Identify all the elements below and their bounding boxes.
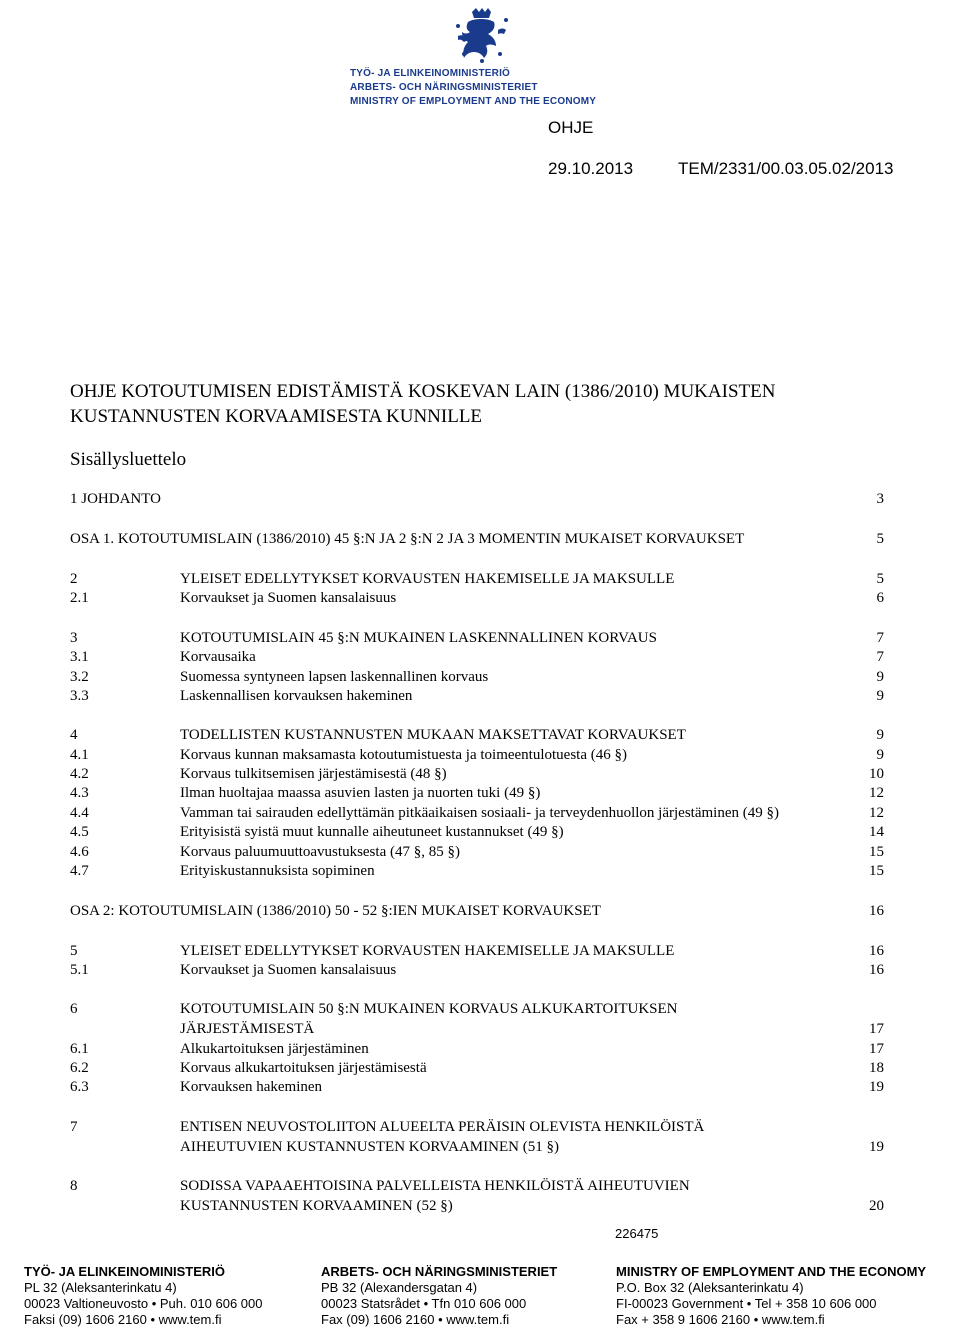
page-title-line-1: OHJE KOTOUTUMISEN EDISTÄMISTÄ KOSKEVAN LAIN (1386/2010) MUKAISTEN (70, 381, 776, 402)
toc-entry-page: 9 (876, 669, 884, 685)
toc-entry-page: 7 (876, 630, 884, 646)
footer-fax-web: Fax (09) 1606 2160 • www.tem.fi (321, 1312, 510, 1327)
footer-heading: ARBETS- OCH NÄRINGSMINISTERIET (321, 1264, 558, 1279)
lion-coat-of-arms-icon (454, 6, 510, 64)
toc-entry (70, 1137, 884, 1157)
toc-entry (70, 1196, 884, 1216)
toc-entry (70, 764, 884, 784)
toc-entry-title: Vamman tai sairauden edellyttämän pitkäaikaisen sosiaali- ja terveydenhuollon järjestäminen (49 §) (180, 805, 779, 821)
toc-entry-number: 2 (70, 571, 78, 587)
toc-entry-title: Erityisistä syistä muut kunnalle aiheutuneet kustannukset (49 §) (180, 824, 564, 840)
toc-entry (70, 901, 884, 921)
toc-entry-page: 12 (869, 785, 884, 801)
toc-entry-number: 3.1 (70, 649, 89, 665)
toc-entry-title: Korvaus paluumuuttoavustuksesta (47 §, 85 §) (180, 844, 460, 860)
footer-heading: MINISTRY OF EMPLOYMENT AND THE ECONOMY (616, 1264, 927, 1279)
toc-entry (70, 783, 884, 803)
toc-entry (70, 686, 884, 706)
toc-entry-title: YLEISET EDELLYTYKSET KORVAUSTEN HAKEMISELLE JA MAKSULLE (180, 943, 675, 959)
toc-entry-title: OSA 1. KOTOUTUMISLAIN (1386/2010) 45 §:N JA 2 §:N 2 JA 3 MOMENTIN MUKAISET KORVAUKSET (70, 531, 745, 547)
toc-entry-title: Ilman huoltajaa maassa asuvien lasten ja nuorten tuki (49 §) (180, 785, 541, 801)
toc-entry-page: 10 (869, 766, 884, 782)
footer-address: PL 32 (Aleksanterinkatu 4) (24, 1280, 177, 1295)
toc-entry-page: 20 (869, 1198, 884, 1214)
toc-entry (70, 1117, 884, 1137)
toc-entry-number: 4.4 (70, 805, 89, 821)
toc-entry (70, 725, 884, 745)
toc-entry-page: 16 (869, 903, 884, 919)
toc-entry-number: 3.3 (70, 688, 89, 704)
logo-text-sv: ARBETS- OCH NÄRINGSMINISTERIET (350, 82, 538, 93)
footer-english (616, 1264, 946, 1328)
toc-entry (70, 861, 884, 881)
toc-entry-title: 1 JOHDANTO (70, 491, 161, 507)
toc-entry-number: 3.2 (70, 669, 89, 685)
toc-entry-page: 16 (869, 943, 884, 959)
toc-entry-number: 6.1 (70, 1041, 89, 1057)
toc-entry (70, 745, 884, 765)
toc-entry-title: KOTOUTUMISLAIN 45 §:N MUKAINEN LASKENNALLINEN KORVAUS (180, 630, 657, 646)
toc-entry-page: 15 (869, 844, 884, 860)
toc-entry (70, 1176, 884, 1196)
document-number: 226475 (615, 1226, 659, 1241)
toc-entry-title: JÄRJESTÄMISESTÄ (180, 1021, 315, 1037)
toc-entry (70, 1039, 884, 1059)
toc-entry-title: Korvaus tulkitsemisen järjestämisestä (48 §) (180, 766, 447, 782)
footer-phone: 00023 Statsrådet • Tfn 010 606 000 (321, 1296, 527, 1311)
toc-entry (70, 999, 884, 1019)
toc-entry-title: YLEISET EDELLYTYKSET KORVAUSTEN HAKEMISELLE JA MAKSULLE (180, 571, 675, 587)
toc-entry-number: 4 (70, 727, 78, 743)
toc-entry-title: TODELLISTEN KUSTANNUSTEN MUKAAN MAKSETTAVAT KORVAUKSET (180, 727, 686, 743)
footer-phone: 00023 Valtioneuvosto • Puh. 010 606 000 (24, 1296, 263, 1311)
toc-entry-title: ENTISEN NEUVOSTOLIITON ALUEELTA PERÄISIN OLEVISTA HENKILÖISTÄ (180, 1119, 705, 1135)
toc-entry (70, 803, 884, 823)
toc-entry-page: 6 (876, 590, 884, 606)
toc-entry-page: 19 (869, 1139, 884, 1155)
document-date: 29.10.2013 (548, 159, 634, 178)
toc-entry (70, 1077, 884, 1097)
toc-entry-title: Erityiskustannuksista sopiminen (180, 863, 375, 879)
logo-text-en: MINISTRY OF EMPLOYMENT AND THE ECONOMY (350, 96, 597, 107)
logo-text-fi: TYÖ- JA ELINKEINOMINISTERIÖ (350, 68, 511, 79)
toc-entry-number: 7 (70, 1119, 78, 1135)
toc-entry-title: Korvaus alkukartoituksen järjestämisestä (180, 1060, 427, 1076)
toc-entry-title: Korvaukset ja Suomen kansalaisuus (180, 962, 397, 978)
toc-entry-page: 18 (869, 1060, 884, 1076)
document-reference: TEM/2331/00.03.05.02/2013 (678, 159, 894, 178)
toc-entry-page: 15 (869, 863, 884, 879)
footer-phone: FI-00023 Government • Tel + 358 10 606 000 (616, 1296, 877, 1311)
toc-entry (70, 667, 884, 687)
toc-entry (70, 588, 884, 608)
toc-entry-number: 4.2 (70, 766, 89, 782)
toc-entry-number: 5 (70, 943, 78, 959)
toc-entry-title: Korvaus kunnan maksamasta kotoutumistuesta ja toimeentulotuesta (46 §) (180, 747, 627, 763)
footer-finnish (24, 1264, 354, 1328)
toc-entry (70, 1019, 884, 1039)
toc-entry-number: 2.1 (70, 590, 89, 606)
toc-entry-page: 17 (869, 1021, 884, 1037)
toc-entry-number: 4.5 (70, 824, 89, 840)
document-type: OHJE (548, 118, 594, 137)
toc-entry-number: 5.1 (70, 962, 89, 978)
toc-entry-page: 3 (876, 491, 884, 507)
toc-entry-page: 17 (869, 1041, 884, 1057)
toc-entry (70, 647, 884, 667)
toc-entry-page: 7 (876, 649, 884, 665)
toc-entry (70, 628, 884, 648)
toc-entry-number: 3 (70, 630, 78, 646)
toc-entry-number: 4.7 (70, 863, 89, 879)
toc-entry-page: 19 (869, 1079, 884, 1095)
toc-heading: Sisällysluettelo (70, 449, 187, 470)
toc-entry-title: KOTOUTUMISLAIN 50 §:N MUKAINEN KORVAUS ALKUKARTOITUKSEN (180, 1001, 678, 1017)
toc-entry-title: Alkukartoituksen järjestäminen (180, 1041, 369, 1057)
footer-fax-web: Fax + 358 9 1606 2160 • www.tem.fi (616, 1312, 825, 1327)
toc-entry-page: 5 (876, 571, 884, 587)
toc-entry-title: KUSTANNUSTEN KORVAAMINEN (52 §) (180, 1198, 453, 1214)
footer-heading: TYÖ- JA ELINKEINOMINISTERIÖ (24, 1264, 226, 1279)
toc-entry (70, 842, 884, 862)
toc-entry-page: 9 (876, 747, 884, 763)
toc-entry-number: 4.3 (70, 785, 89, 801)
toc-entry-number: 6.3 (70, 1079, 89, 1095)
footer-fax-web: Faksi (09) 1606 2160 • www.tem.fi (24, 1312, 222, 1327)
toc-entry-number: 4.6 (70, 844, 89, 860)
toc-entry-page: 12 (869, 805, 884, 821)
toc-entry-page: 16 (869, 962, 884, 978)
toc-entry-number: 6 (70, 1001, 78, 1017)
toc-entry (70, 822, 884, 842)
footer-address: P.O. Box 32 (Aleksanterinkatu 4) (616, 1280, 804, 1295)
toc-entry-title: SODISSA VAPAAEHTOISINA PALVELLEISTA HENKILÖISTÄ AIHEUTUVIEN (180, 1178, 690, 1194)
toc-entry-page: 5 (876, 531, 884, 547)
toc-entry (70, 569, 884, 589)
toc-entry (70, 941, 884, 961)
toc-entry (70, 489, 884, 509)
footer-address: PB 32 (Alexandersgatan 4) (321, 1280, 478, 1295)
toc-entry-title: Suomessa syntyneen lapsen laskennallinen korvaus (180, 669, 489, 685)
toc-entry-number: 8 (70, 1178, 78, 1194)
toc-entry-page: 9 (876, 727, 884, 743)
page-title-line-2: KUSTANNUSTEN KORVAAMISESTA KUNNILLE (70, 406, 483, 427)
toc-entry (70, 529, 884, 549)
toc-entry-title: Korvausaika (180, 649, 256, 665)
toc-entry-title: Laskennallisen korvauksen hakeminen (180, 688, 413, 704)
toc-entry-page: 9 (876, 688, 884, 704)
toc-entry (70, 1058, 884, 1078)
footer-swedish (321, 1264, 651, 1328)
toc-entry-title: Korvaukset ja Suomen kansalaisuus (180, 590, 397, 606)
toc-entry-number: 4.1 (70, 747, 89, 763)
toc-entry (70, 960, 884, 980)
toc-entry-title: AIHEUTUVIEN KUSTANNUSTEN KORVAAMINEN (51 §) (180, 1139, 559, 1155)
toc-entry-page: 14 (869, 824, 884, 840)
toc-entry-title: OSA 2: KOTOUTUMISLAIN (1386/2010) 50 - 52 §:IEN MUKAISET KORVAUKSET (70, 903, 601, 919)
toc-entry-title: Korvauksen hakeminen (180, 1079, 323, 1095)
toc-entry-number: 6.2 (70, 1060, 89, 1076)
